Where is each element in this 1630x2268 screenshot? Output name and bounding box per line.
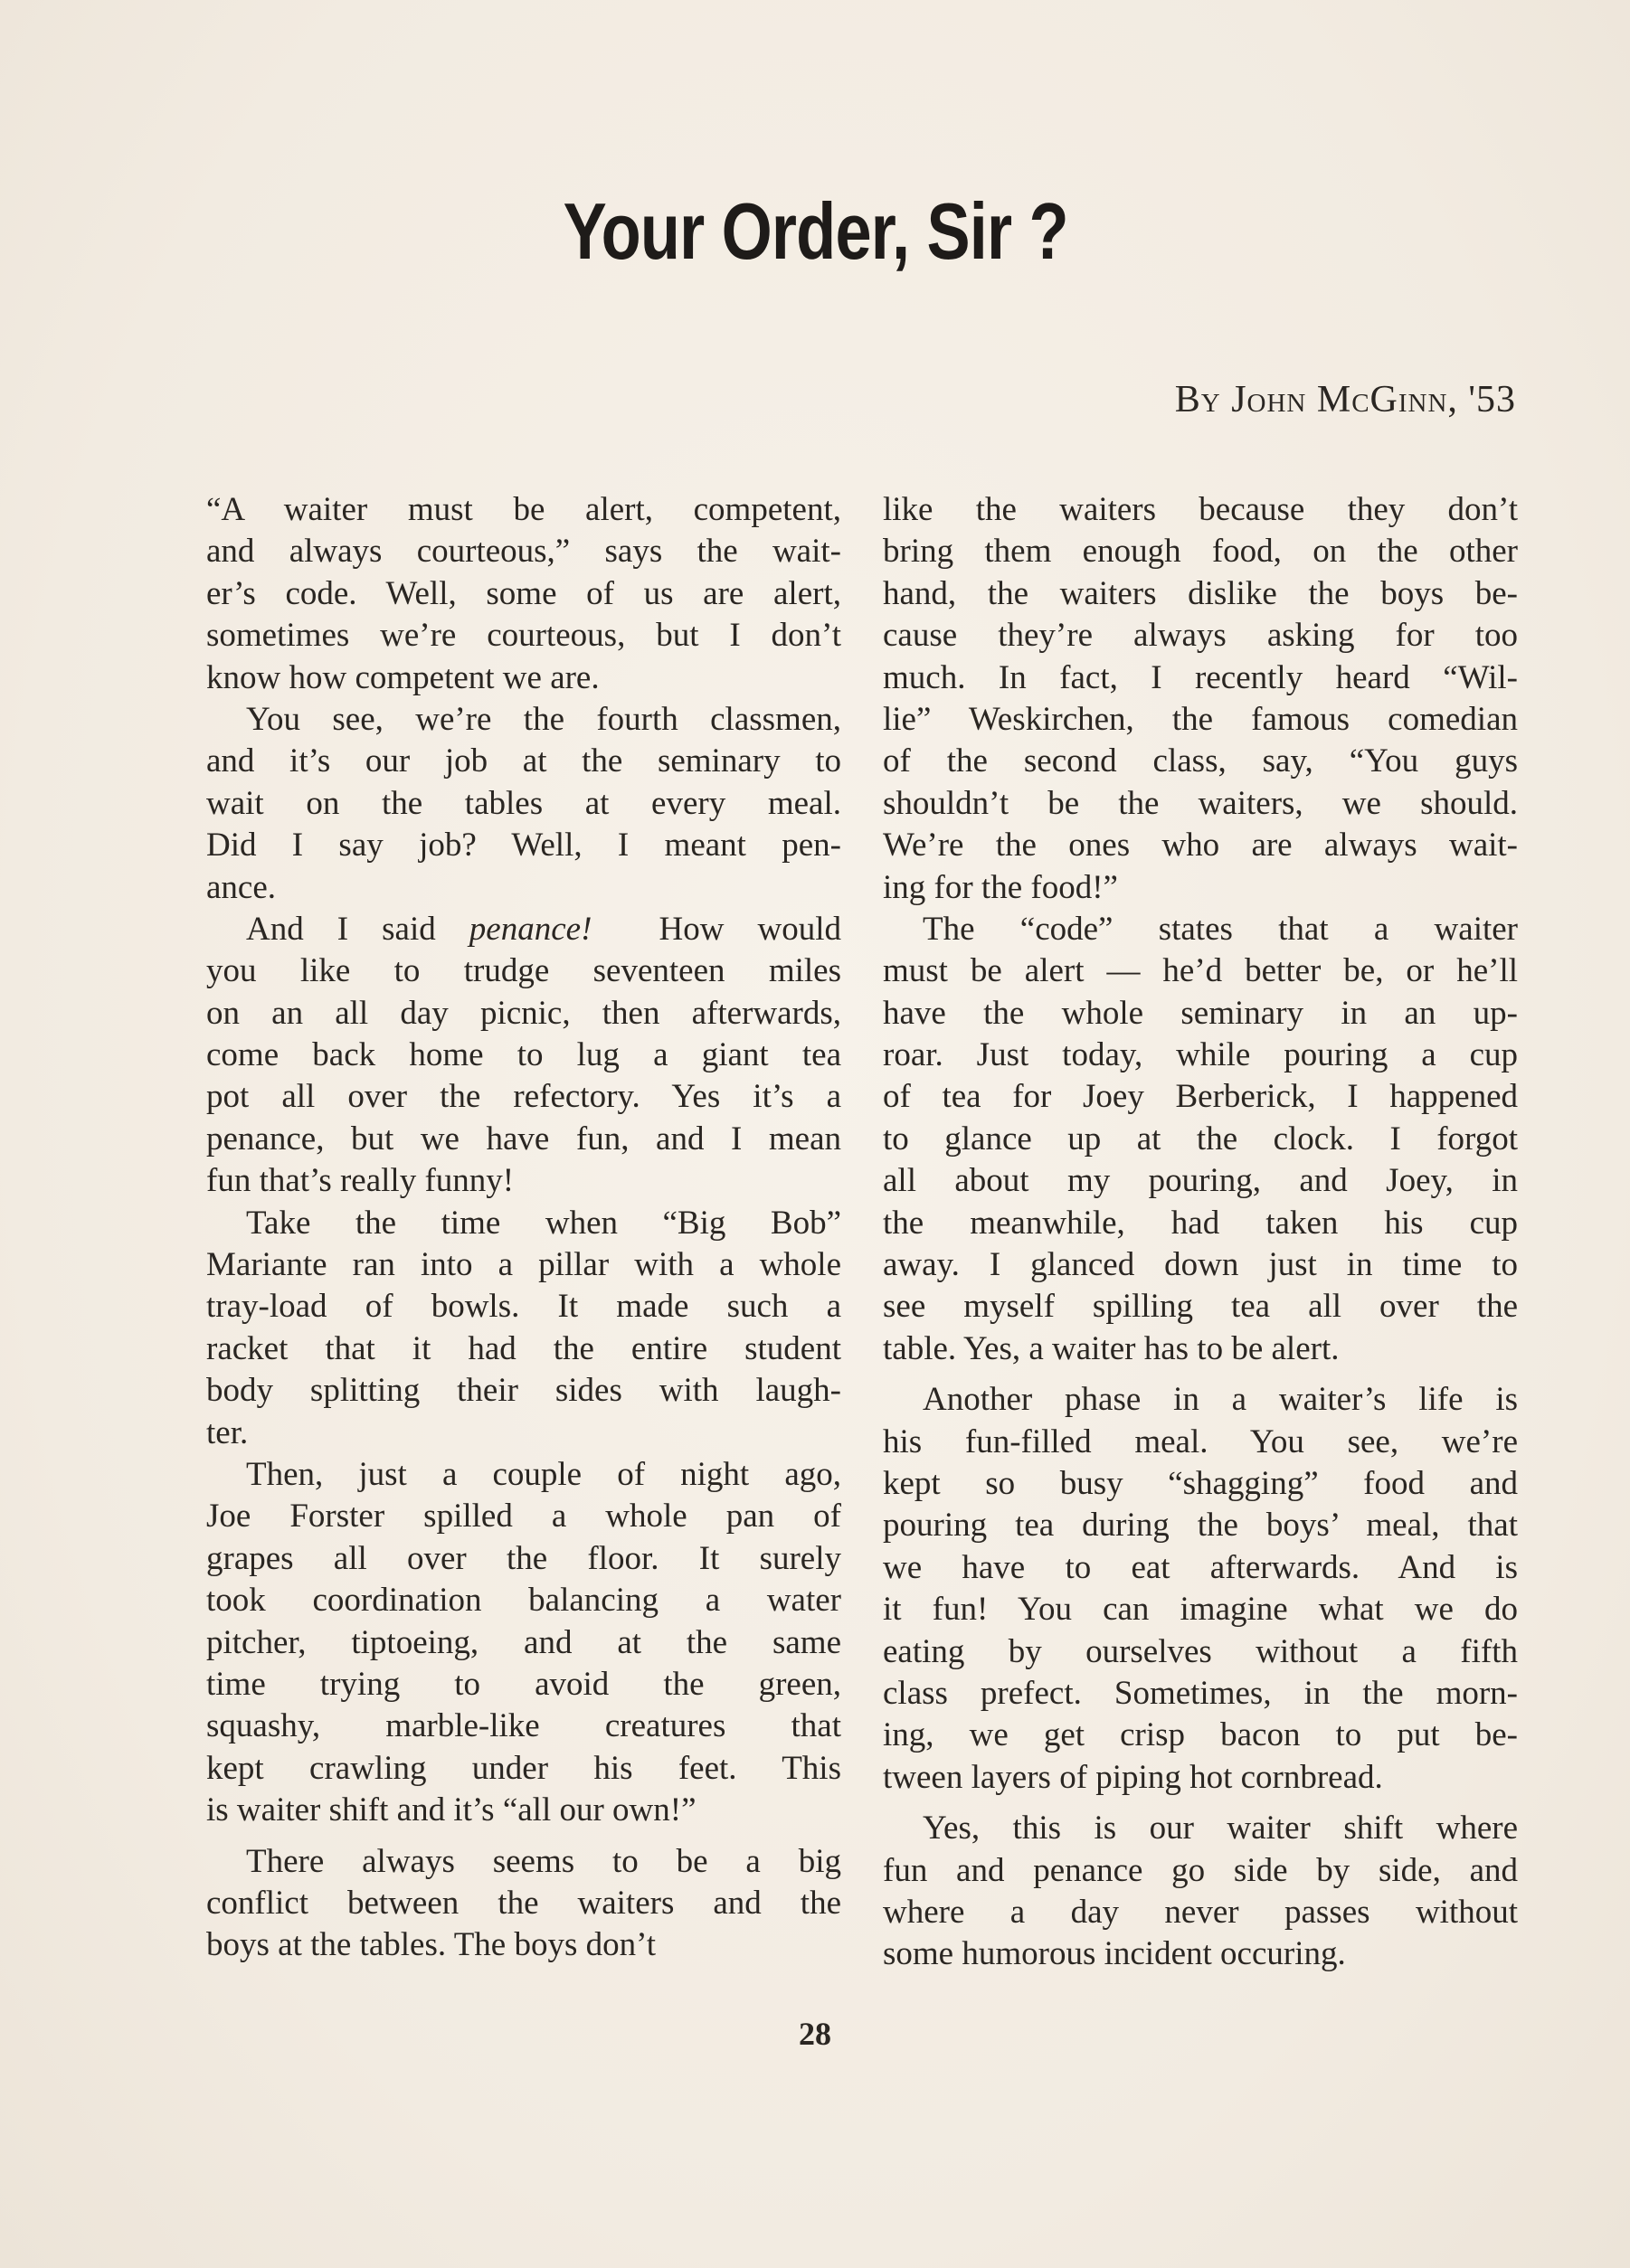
text-line: Then, just a couple of night ago, <box>246 1455 841 1493</box>
text-line: where a day never passes without <box>883 1893 1518 1931</box>
paragraph <box>206 489 841 699</box>
column-right <box>883 489 1518 1976</box>
text-line: wait on the tables at every meal. <box>206 784 841 822</box>
text-line: conflict between the waiters and the <box>206 1884 841 1922</box>
paragraph <box>206 1203 841 1454</box>
text-line: Joe Forster spilled a whole pan of <box>206 1498 841 1536</box>
text-line: ing for the food!” <box>883 868 1118 906</box>
text-line: tween layers of piping hot cornbread. <box>883 1758 1383 1796</box>
text-line: some humorous incident occuring. <box>883 1935 1346 1973</box>
text-line: the meanwhile, had taken his cup <box>883 1204 1518 1242</box>
text-line: er’s code. Well, some of us are alert, <box>206 574 841 612</box>
text-line: kept crawling under his feet. This <box>206 1749 841 1787</box>
text-line: of tea for Joey Berberick, I happened <box>883 1078 1518 1116</box>
text-line: is waiter shift and it’s “all our own!” <box>206 1791 697 1829</box>
paragraph <box>883 1379 1518 1799</box>
text-line: ter. <box>206 1413 249 1451</box>
byline: By John McGinn, '53 <box>1174 379 1516 421</box>
text-line: Take the time when “Big Bob” <box>246 1204 841 1242</box>
text-line: hand, the waiters dislike the boys be- <box>883 574 1518 612</box>
text-line: tray-load of bowls. It made such a <box>206 1288 841 1326</box>
text-line: pitcher, tiptoeing, and at the same <box>206 1623 841 1661</box>
text-line: Did I say job? Well, I meant pen- <box>206 827 841 865</box>
text-line: boys at the tables. The boys don’t <box>206 1926 657 1964</box>
text-line: know how competent we are. <box>206 658 600 696</box>
emphasis-text: penance! <box>469 910 592 948</box>
text-line: must be alert — he’d better be, or he’ll <box>883 952 1518 990</box>
page-number: 28 <box>799 2016 831 2052</box>
text-line: fun and penance go side by side, and <box>883 1851 1518 1889</box>
text-line: The “code” states that a waiter <box>923 910 1518 948</box>
text-line: see myself spilling tea all over the <box>883 1288 1518 1326</box>
text-line: pot all over the refectory. Yes it’s a <box>206 1078 841 1116</box>
text-line: all about my pouring, and Joey, in <box>883 1162 1518 1200</box>
text-line: lie” Weskirchen, the famous comedian <box>883 700 1518 738</box>
text-line: table. Yes, a waiter has to be alert. <box>883 1329 1340 1367</box>
paragraph <box>206 909 841 1203</box>
text-line <box>206 909 841 950</box>
text-line: we have to eat afterwards. And is <box>883 1548 1518 1586</box>
text-line: have the whole seminary in an up- <box>883 994 1518 1032</box>
text-line: sometimes we’re courteous, but I don’t <box>206 617 841 655</box>
text-line: like the waiters because they don’t <box>883 491 1518 528</box>
text-line: You see, we’re the fourth classmen, <box>246 700 841 738</box>
paragraph <box>883 1808 1518 1976</box>
text-line: grapes all over the floor. It surely <box>206 1539 841 1577</box>
text-line: it fun! You can imagine what we do <box>883 1591 1518 1629</box>
text-line: to glance up at the clock. I forgot <box>883 1120 1518 1158</box>
text-line: We’re the ones who are always wait- <box>883 827 1518 865</box>
text-line: his fun-filled meal. You see, we’re <box>883 1422 1518 1460</box>
column-left <box>206 489 841 1967</box>
text-line: racket that it had the entire student <box>206 1329 841 1367</box>
text-line: ance. <box>206 868 277 906</box>
text-line: cause they’re always asking for too <box>883 617 1518 655</box>
text-line: come back home to lug a giant tea <box>206 1036 841 1074</box>
paragraph <box>206 699 841 909</box>
text-line: Mariante ran into a pillar with a whole <box>206 1246 841 1284</box>
text-line: There always seems to be a big <box>246 1842 841 1880</box>
text-line: on an all day picnic, then afterwards, <box>206 994 841 1032</box>
text-line: penance, but we have fun, and I mean <box>206 1120 841 1158</box>
text-line: roar. Just today, while pouring a cup <box>883 1036 1518 1074</box>
paragraph <box>883 909 1518 1370</box>
text-line: eating by ourselves without a fifth <box>883 1632 1518 1670</box>
paragraph <box>206 1841 841 1967</box>
text-line: fun that’s really funny! <box>206 1162 515 1200</box>
text-line: class prefect. Sometimes, in the morn- <box>883 1674 1518 1712</box>
text-segment: And I said <box>246 910 469 948</box>
text-line: much. In fact, I recently heard “Wil- <box>883 658 1518 696</box>
text-line: away. I glanced down just in time to <box>883 1246 1518 1284</box>
text-line: Yes, this is our waiter shift where <box>923 1810 1518 1847</box>
text-line: time trying to avoid the green, <box>206 1665 841 1703</box>
text-segment: How would <box>592 910 841 948</box>
text-line: body splitting their sides with laugh- <box>206 1372 841 1410</box>
text-line: of the second class, say, “You guys <box>883 742 1518 780</box>
text-line: pouring tea during the boys’ meal, that <box>883 1507 1518 1545</box>
text-line: took coordination balancing a water <box>206 1582 841 1620</box>
article-title: Your Order, Sir ? <box>563 186 1068 276</box>
text-line: bring them enough food, on the other <box>883 533 1518 571</box>
text-line: and always courteous,” says the wait- <box>206 533 841 571</box>
paragraph <box>883 489 1518 909</box>
paragraph <box>206 1454 841 1832</box>
text-line: ing, we get crisp bacon to put be- <box>883 1716 1518 1754</box>
text-line: Another phase in a waiter’s life is <box>923 1381 1518 1419</box>
text-line: squashy, marble-like creatures that <box>206 1707 841 1745</box>
text-line: and it’s our job at the seminary to <box>206 742 841 780</box>
text-line: shouldn’t be the waiters, we should. <box>883 784 1518 822</box>
text-line: “A waiter must be alert, competent, <box>206 491 841 528</box>
text-line: kept so busy “shagging” food and <box>883 1464 1518 1502</box>
text-line: you like to trudge seventeen miles <box>206 952 841 990</box>
